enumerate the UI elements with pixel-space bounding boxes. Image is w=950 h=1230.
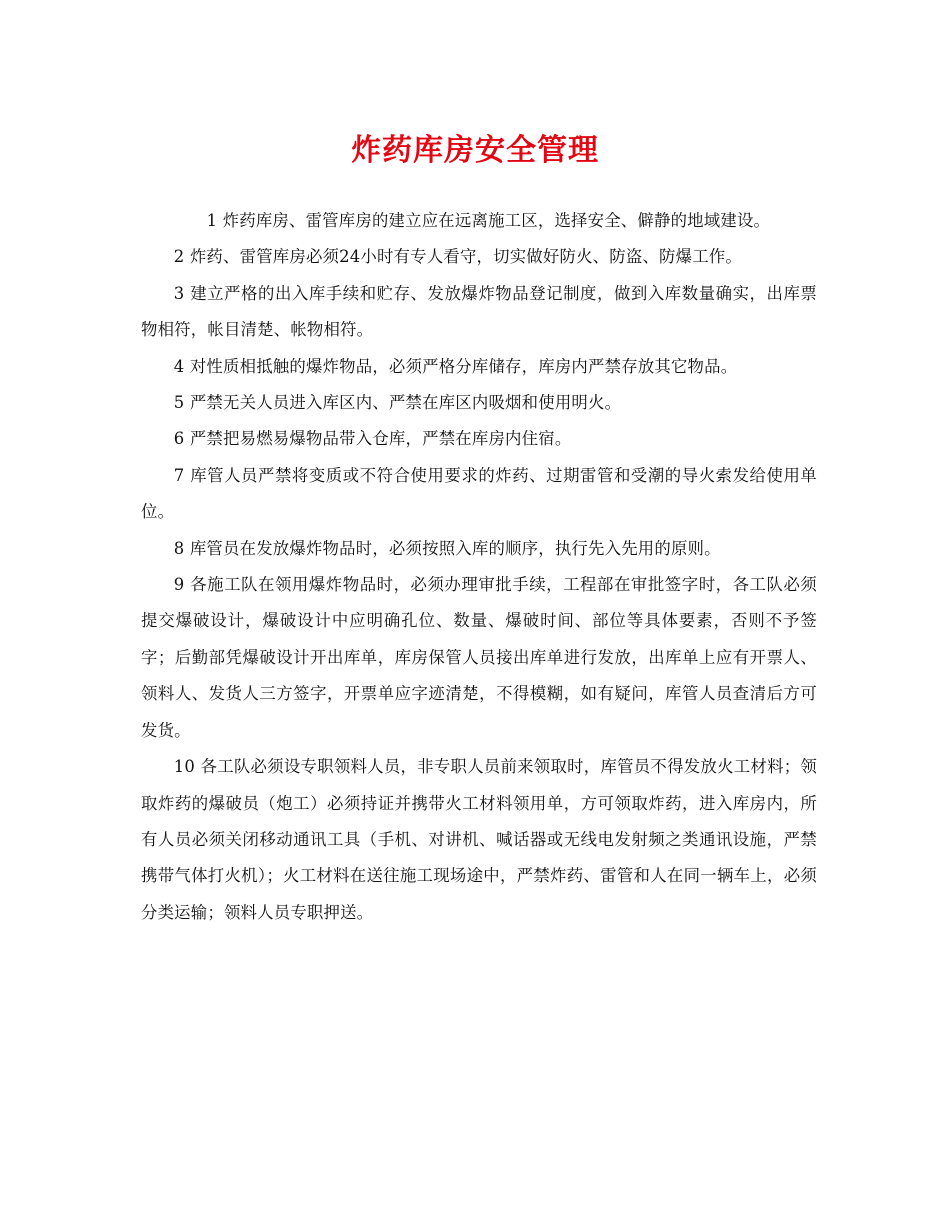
paragraph-8: 8 库管员在发放爆炸物品时，必须按照入库的顺序，执行先入先用的原则。 <box>173 538 721 558</box>
document-body <box>141 203 817 931</box>
paragraph-3: 3 建立严格的出入库手续和贮存、发放爆炸物品登记制度，做到入库数量确实，出库票物相符，帐目清楚、帐物相符。 <box>141 283 817 340</box>
paragraph-5: 5 严禁无关人员进入库区内、严禁在库区内吸烟和使用明火。 <box>173 393 622 413</box>
document-title: 炸药库房安全管理 <box>351 133 599 168</box>
paragraph-7: 7 库管人员严禁将变质或不符合使用要求的炸药、过期雷管和受潮的导火索发给使用单位。 <box>141 465 817 522</box>
paragraph-4: 4 对性质相抵触的爆炸物品，必须严格分库储存，库房内严禁存放其它物品。 <box>173 356 738 376</box>
paragraph-6: 6 严禁把易燃易爆物品带入仓库，严禁在库房内住宿。 <box>173 429 572 449</box>
paragraph-1: 1 炸药库房、雷管库房的建立应在远离施工区，选择安全、僻静的地域建设。 <box>206 211 771 230</box>
paragraph-2: 2 炸药、雷管库房必须24小时有专人看守，切实做好防火、防盗、防爆工作。 <box>173 247 742 267</box>
paragraph-9: 9 各施工队在领用爆炸物品时，必须办理审批手续，工程部在审批签字时，各工队必须提交爆破设计，爆破设计中应明确孔位、数量、爆破时间、部位等具体要素，否则不予签字；后勤部凭爆破设计开出库单，库房保管人员接出库单进行发放，出库单上应有开票人、领料人、发货人三方签字，开票单应字迹清楚，不得模糊，如有疑问，库管人员查清后方可发货。 <box>141 575 817 740</box>
paragraph-10: 10 各工队必须设专职领料人员，非专职人员前来领取时，库管员不得发放火工材料；领取炸药的爆破员（炮工）必须持证并携带火工材料领用单，方可领取炸药，进入库房内，所有人员必须关闭移动通讯工具（手机、对讲机、喊话器或无线电发射频之类通讯设施，严禁携带气体打火机）；火工材料在送往施工现场途中，严禁炸药、雷管和人在同一辆车上，必须分类运输；领料人员专职押送。 <box>141 757 817 922</box>
